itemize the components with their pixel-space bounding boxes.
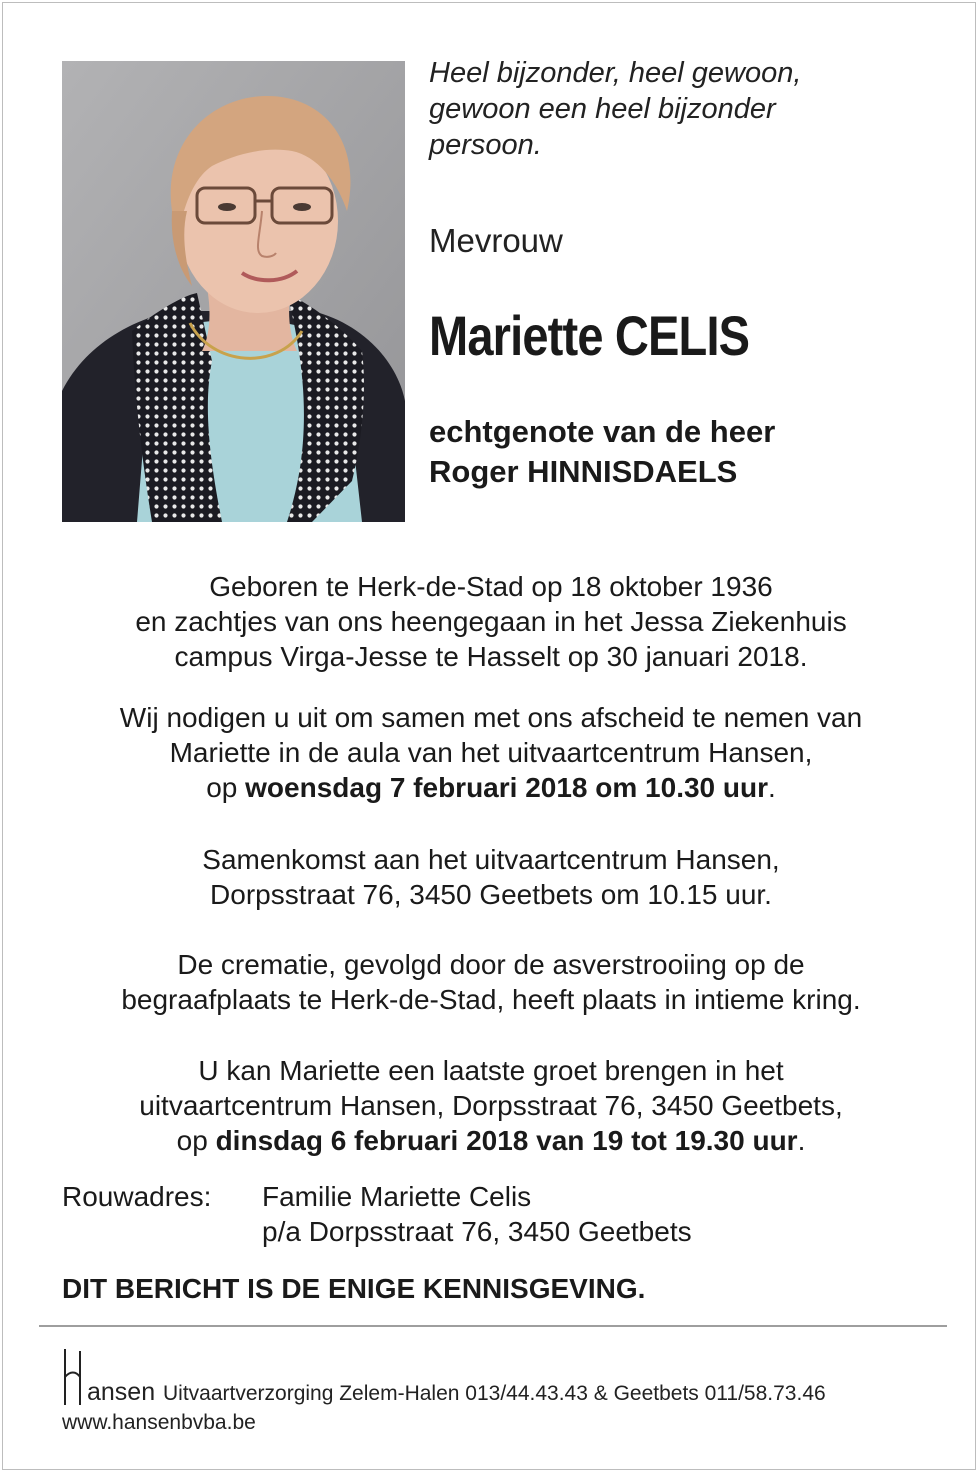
address-line: p/a Dorpsstraat 76, 3450 Geetbets	[262, 1216, 692, 1247]
text-line: begraafplaats te Herk-de-Stad, heeft plaats in intieme kring.	[121, 984, 861, 1015]
visitation-date: dinsdag 6 februari 2018 van 19 tot 19.30 uur	[215, 1125, 798, 1156]
text-line: uitvaartcentrum Hansen, Dorpsstraat 76, 3450 Geetbets,	[139, 1090, 843, 1121]
quote-line: Heel bijzonder, heel gewoon,	[429, 57, 802, 89]
spouse-line: echtgenote van de heer	[429, 414, 776, 449]
death-notice-card	[2, 2, 976, 1470]
visitation-date-line	[43, 1123, 939, 1158]
text-line: Wij nodigen u uit om samen met ons afscheid te nemen van	[119, 702, 863, 733]
honorific: Mevrouw	[429, 222, 563, 259]
text-line: campus Virga-Jesse te Hasselt op 30 januari 2018.	[174, 641, 808, 672]
address-line: Familie Mariette Celis	[262, 1181, 532, 1212]
funeral-home-contact: Uitvaartverzorging Zelem-Halen 013/44.43.43 & Geetbets 011/58.73.46	[163, 1382, 826, 1405]
portrait-photo	[62, 61, 405, 522]
hansen-logo-wordmark: ansen	[87, 1378, 156, 1406]
footer-divider	[39, 1325, 947, 1327]
address-label: Rouwadres:	[62, 1181, 212, 1212]
text-line: Geboren te Herk-de-Stad op 18 oktober 1936	[209, 571, 773, 602]
memorial-quote	[429, 55, 949, 163]
hansen-logo-icon	[62, 1349, 86, 1407]
text-line: Dorpsstraat 76, 3450 Geetbets om 10.15 uur.	[210, 879, 772, 910]
funeral-home-website: www.hansenbvba.be	[62, 1411, 256, 1434]
text-line: en zachtjes van ons heengegaan in het Jessa Ziekenhuis	[135, 606, 847, 637]
ceremony-date-line	[43, 770, 939, 805]
text-line: Samenkomst aan het uitvaartcentrum Hansen,	[202, 844, 780, 875]
quote-line: persoon.	[429, 129, 542, 161]
spouse-line: Roger HINNISDAELS	[429, 454, 738, 489]
date-prefix: op	[176, 1125, 216, 1156]
date-prefix: op	[206, 772, 246, 803]
invitation-paragraph	[43, 700, 939, 805]
cremation-paragraph	[43, 947, 939, 1017]
mourning-address	[262, 1179, 692, 1249]
text-line: Mariette in de aula van het uitvaartcentrum Hansen,	[169, 737, 813, 768]
quote-line: gewoon een heel bijzonder	[429, 93, 776, 125]
birth-death-paragraph	[43, 569, 939, 674]
visitation-paragraph	[43, 1053, 939, 1158]
date-suffix: .	[797, 1125, 806, 1156]
gathering-paragraph	[43, 842, 939, 912]
date-suffix: .	[768, 772, 776, 803]
spouse-info	[429, 412, 775, 492]
ceremony-date: woensdag 7 februari 2018 om 10.30 uur	[245, 772, 769, 803]
deceased-name: Mariette CELIS	[429, 304, 750, 367]
text-line: De crematie, gevolgd door de asverstrooiing op de	[177, 949, 805, 980]
sole-notice-statement: DIT BERICHT IS DE ENIGE KENNISGEVING.	[62, 1273, 646, 1304]
text-line: U kan Mariette een laatste groet brengen in het	[198, 1055, 784, 1086]
